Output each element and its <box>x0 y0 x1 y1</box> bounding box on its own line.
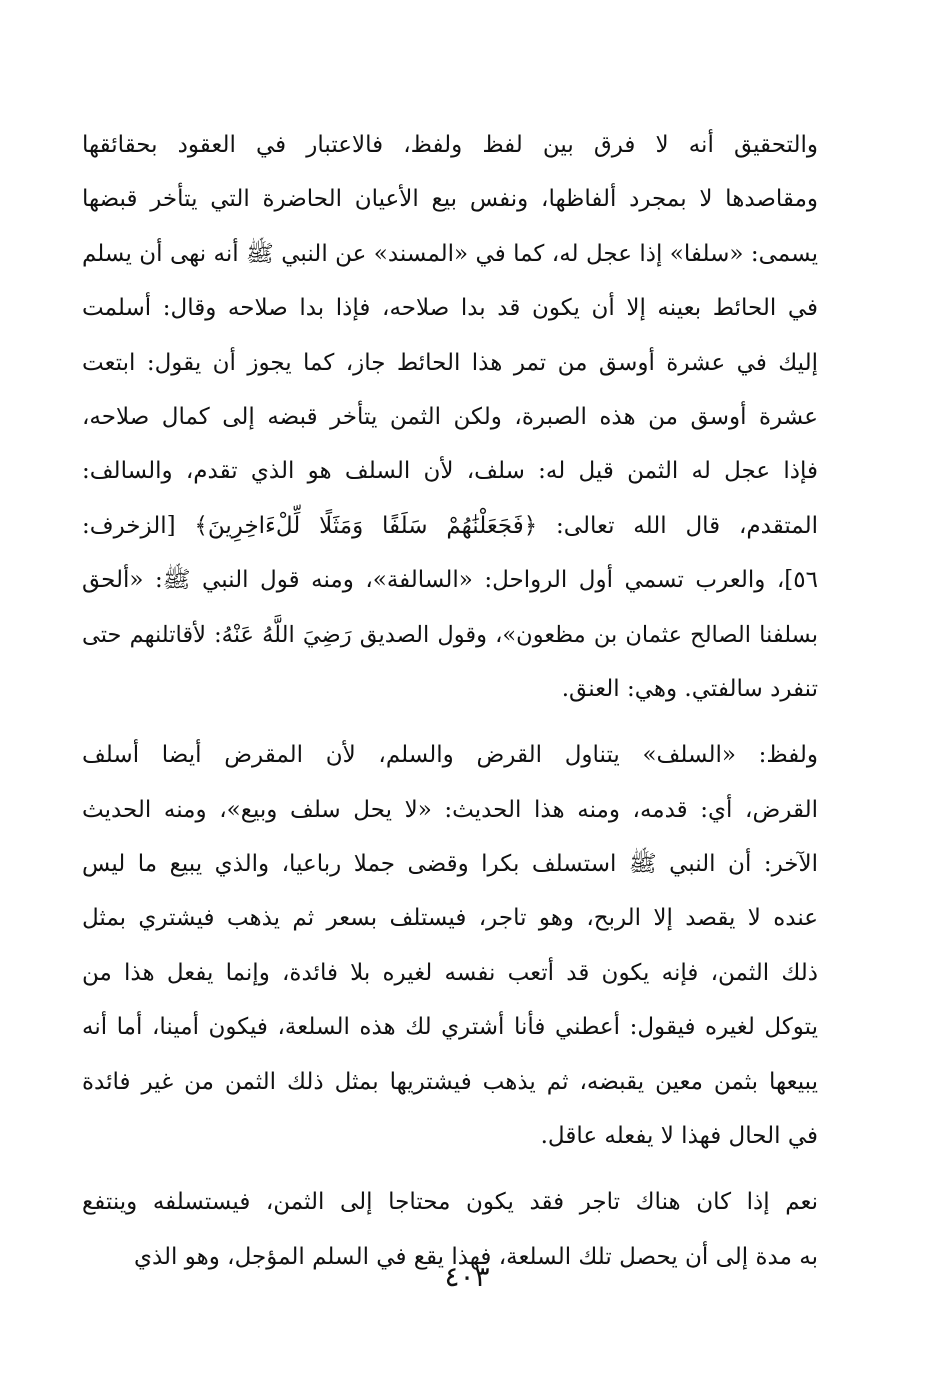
text-line: القرض، أي: قدمه، ومنه هذا الحديث: «لا يحل سلف وبيع»، ومنه الحديث <box>82 796 818 823</box>
text-line: يبيعها بثمن معين يقبضه، ثم يذهب فيشتريها بمثل ذلك الثمن من غير فائدة <box>82 1068 818 1095</box>
text-line: يسمى: «سلفا» إذا عجل له، كما في «المسند» عن النبي ﷺ أنه نهى أن يسلم <box>82 240 818 267</box>
text-line: نعم إذا كان هناك تاجر فقد يكون محتاجا إلى الثمن، فيستسلفه وينتفع <box>82 1189 818 1216</box>
text-line: المتقدم، قال الله تعالى: ﴿فَجَعَلْنَٰهُمْ سَلَفًا وَمَثَلًا لِّلْءَاخِرِينَ﴾ [الزخرف: <box>82 512 818 539</box>
text-line: به مدة إلى أن يحصل تلك السلعة، فهذا يقع في السلم المؤجل، وهو الذي <box>133 1243 818 1270</box>
page-number: ٤٠٣ <box>444 1260 490 1293</box>
text-line: يتوكل لغيره فيقول: أعطني فأنا أشتري لك هذه السلعة، فيكون أمينا، أما أنه <box>82 1014 818 1041</box>
text-line: في الحال فهذا لا يفعله عاقل. <box>540 1123 818 1150</box>
text-line: والتحقيق أنه لا فرق بين لفظ ولفظ، فالاعتبار في العقود بحقائقها <box>82 132 818 158</box>
text-line: عشرة أوسق من هذه الصبرة، ولكن الثمن يتأخر قبضه إلى كمال صلاحه، <box>82 403 818 430</box>
text-line: ذلك الثمن، فإنه يكون قد أتعب نفسه لغيره بلا فائدة، وإنما يفعل هذا من <box>82 959 818 986</box>
text-line: ولفظ: «السلف» يتناول القرض والسلم، لأن المقرض أيضا أسلف <box>82 742 818 769</box>
paragraph-1 <box>82 118 818 716</box>
text-line: فإذا عجل له الثمن قيل له: سلف، لأن السلف هو الذي تقدم، والسالف: <box>82 458 818 485</box>
text-line: في الحائط بعينه إلا أن يكون قد بدا صلاحه، فإذا بدا صلاحه وقال: أسلمت <box>82 295 818 322</box>
page-body <box>82 118 818 1284</box>
text-line: ومقاصدها لا بمجرد ألفاظها، ونفس بيع الأعيان الحاضرة التي يتأخر قبضها <box>82 186 818 213</box>
text-line: ٥٦]، والعرب تسمي أول الرواحل: «السالفة»، ومنه قول النبي ﷺ: «ألحق <box>82 567 818 594</box>
text-line: عنده لا يقصد إلا الربح، وهو تاجر، فيستلف بسعر ثم يذهب فيشتري بمثل <box>82 905 818 932</box>
paragraph-2 <box>82 728 818 1163</box>
text-line: إليك في عشرة أوسق من تمر هذا الحائط جاز، كما يجوز أن يقول: ابتعت <box>82 349 818 376</box>
text-line: تنفرد سالفتي. وهي: العنق. <box>561 675 818 702</box>
text-line: بسلفنا الصالح عثمان بن مظعون»، وقول الصديق رَضِيَ اللَّهُ عَنْهُ: لأقاتلنهم حتى <box>82 621 818 648</box>
text-line: الآخر: أن النبي ﷺ استسلف بكرا وقضى جملا رباعيا، والذي يبيع ما ليس <box>82 851 818 878</box>
